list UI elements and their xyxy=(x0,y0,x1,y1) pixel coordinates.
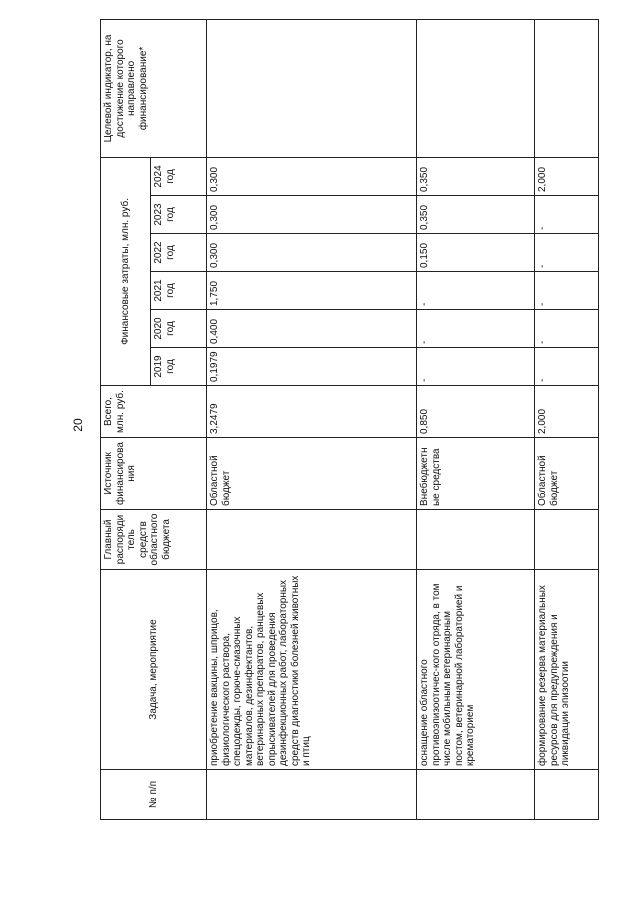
cell-source: Областной бюджет xyxy=(535,438,599,510)
cell-value: - xyxy=(535,310,599,348)
header-total: Всего, млн. руб. xyxy=(101,386,207,438)
cell-value: 0,300 xyxy=(207,234,417,272)
cell-num xyxy=(207,770,417,820)
financing-table xyxy=(100,19,599,820)
cell-total: 0,850 xyxy=(417,386,535,438)
cell-admin xyxy=(417,510,535,570)
table-row xyxy=(417,19,535,819)
cell-admin xyxy=(535,510,599,570)
page-number: 20 xyxy=(71,418,85,432)
cell-value: 0,350 xyxy=(417,196,535,234)
cell-value: 2,000 xyxy=(535,157,599,195)
header-row xyxy=(101,19,151,819)
header-year: 2019 год xyxy=(151,348,207,386)
cell-task: оснащение областного противоэпизоотичес-кого отряда, в том числе мобильным ветеринарным постом, ветеринарной лабораторией и крематорием xyxy=(417,570,535,770)
cell-value: 1,750 xyxy=(207,272,417,310)
cell-num xyxy=(535,770,599,820)
cell-total: 3,2479 xyxy=(207,386,417,438)
header-year: 2020 год xyxy=(151,310,207,348)
header-year: 2023 год xyxy=(151,196,207,234)
cell-value: 0,150 xyxy=(417,234,535,272)
cell-source: Внебюджетные средства xyxy=(417,438,535,510)
header-admin: Главный распорядитель средств областного бюджета xyxy=(101,510,207,570)
cell-value: - xyxy=(535,234,599,272)
cell-value: 0,350 xyxy=(417,157,535,195)
header-indicator: Целевой индикатор, на достижение которого направлено финансирование* xyxy=(101,19,207,157)
cell-indicator xyxy=(417,19,535,157)
cell-value: 0,1979 xyxy=(207,348,417,386)
cell-total: 2,000 xyxy=(535,386,599,438)
header-source: Источник финансирования xyxy=(101,438,207,510)
cell-num xyxy=(417,770,535,820)
cell-source: Областной бюджет xyxy=(207,438,417,510)
header-costs: Финансовые затраты, млн. руб. xyxy=(101,157,151,385)
cell-indicator xyxy=(535,19,599,157)
header-num: № п/п xyxy=(101,770,207,820)
cell-value: 0,300 xyxy=(207,196,417,234)
cell-value: - xyxy=(417,310,535,348)
table-row xyxy=(535,19,599,819)
rotated-table-wrapper xyxy=(100,20,580,820)
cell-value: - xyxy=(535,272,599,310)
table-row xyxy=(207,19,417,819)
header-year: 2021 год xyxy=(151,272,207,310)
cell-admin xyxy=(207,510,417,570)
cell-value: - xyxy=(417,272,535,310)
cell-value: - xyxy=(535,196,599,234)
header-year: 2024 год xyxy=(151,157,207,195)
cell-value: 0,400 xyxy=(207,310,417,348)
cell-task: приобретение вакцины, шприцов, физиологического раствора, спецодежды, горюче-смазочных материалов, дезинфектантов, ветеринарных препаратов, ранцевых опрыскивателей для проведения дезинфекционных работ, лабораторных средств диагностики болезней животных и птиц xyxy=(207,570,417,770)
cell-indicator xyxy=(207,19,417,157)
header-year: 2022 год xyxy=(151,234,207,272)
cell-value: - xyxy=(535,348,599,386)
cell-value: - xyxy=(417,348,535,386)
header-task: Задача, мероприятие xyxy=(101,570,207,770)
cell-value: 0,300 xyxy=(207,157,417,195)
cell-task: формирование резерва материальных ресурсов для предупреждения и ликвидации эпизоотии xyxy=(535,570,599,770)
